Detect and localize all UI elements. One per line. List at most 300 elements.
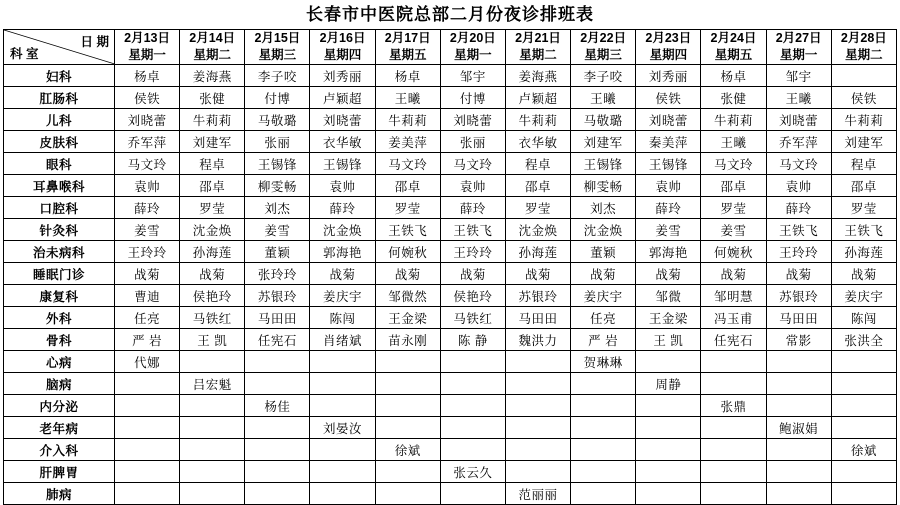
shift-cell: 袁帅	[440, 175, 505, 197]
shift-cell: 牛莉莉	[701, 109, 766, 131]
shift-cell: 刘晓蕾	[310, 109, 375, 131]
shift-cell: 邵卓	[180, 175, 245, 197]
shift-cell: 任亮	[115, 307, 180, 329]
shift-cell: 郭海艳	[636, 241, 701, 263]
shift-cell	[245, 373, 310, 395]
shift-cell	[310, 395, 375, 417]
department-cell: 肝脾胃	[4, 461, 115, 483]
date-column-header	[571, 30, 636, 65]
shift-cell: 张玲玲	[245, 263, 310, 285]
shift-cell	[115, 439, 180, 461]
shift-cell: 魏洪力	[505, 329, 570, 351]
shift-cell: 贺琳琳	[571, 351, 636, 373]
shift-cell: 陈 静	[440, 329, 505, 351]
department-cell: 内分泌	[4, 395, 115, 417]
date-column-header	[636, 30, 701, 65]
shift-cell: 罗莹	[505, 197, 570, 219]
date-label: 2月23日	[645, 31, 692, 46]
weekday-label: 星期二	[193, 48, 231, 63]
shift-cell: 孙海莲	[505, 241, 570, 263]
shift-cell	[571, 373, 636, 395]
shift-cell: 刘晓蕾	[115, 109, 180, 131]
shift-cell: 付博	[245, 87, 310, 109]
shift-cell: 严 岩	[571, 329, 636, 351]
shift-cell: 王铁飞	[831, 219, 896, 241]
shift-cell: 邵卓	[375, 175, 440, 197]
shift-cell: 刘杰	[245, 197, 310, 219]
shift-cell: 马文玲	[375, 153, 440, 175]
date-column-header	[831, 30, 896, 65]
shift-cell: 衣华敏	[505, 131, 570, 153]
schedule-table	[3, 29, 897, 505]
shift-cell: 马敬璐	[245, 109, 310, 131]
shift-cell: 战菊	[440, 263, 505, 285]
shift-cell: 王曦	[701, 131, 766, 153]
shift-cell: 王铁飞	[440, 219, 505, 241]
shift-cell: 何婉秋	[701, 241, 766, 263]
table-row	[4, 395, 897, 417]
table-row	[4, 373, 897, 395]
shift-cell: 陈闯	[831, 307, 896, 329]
shift-cell	[115, 395, 180, 417]
shift-cell: 牛莉莉	[831, 109, 896, 131]
shift-cell: 任亮	[571, 307, 636, 329]
shift-cell	[831, 461, 896, 483]
shift-cell: 王玲玲	[115, 241, 180, 263]
shift-cell: 刘秀丽	[636, 65, 701, 87]
shift-cell: 战菊	[701, 263, 766, 285]
department-cell: 睡眠门诊	[4, 263, 115, 285]
shift-cell: 王曦	[766, 87, 831, 109]
shift-cell: 侯铁	[831, 87, 896, 109]
table-head	[4, 30, 897, 65]
shift-cell: 董颖	[245, 241, 310, 263]
shift-cell: 孙海莲	[831, 241, 896, 263]
shift-cell: 卢颖超	[310, 87, 375, 109]
shift-cell: 薛玲	[766, 197, 831, 219]
shift-cell: 侯艳玲	[440, 285, 505, 307]
shift-cell: 刘晓蕾	[636, 109, 701, 131]
weekday-label: 星期一	[454, 48, 492, 63]
department-cell: 脑病	[4, 373, 115, 395]
shift-cell: 秦美萍	[636, 131, 701, 153]
shift-cell: 邹宇	[440, 65, 505, 87]
shift-cell: 马文玲	[115, 153, 180, 175]
shift-cell: 战菊	[180, 263, 245, 285]
shift-cell: 代娜	[115, 351, 180, 373]
table-row	[4, 351, 897, 373]
shift-cell	[831, 65, 896, 87]
shift-cell	[766, 461, 831, 483]
shift-cell	[440, 395, 505, 417]
date-label: 2月22日	[580, 31, 627, 46]
shift-cell: 马田田	[245, 307, 310, 329]
table-row	[4, 153, 897, 175]
shift-cell	[636, 395, 701, 417]
shift-cell: 乔军萍	[766, 131, 831, 153]
shift-cell: 吕宏魁	[180, 373, 245, 395]
shift-cell: 袁帅	[636, 175, 701, 197]
department-cell: 皮肤科	[4, 131, 115, 153]
shift-cell: 曹迪	[115, 285, 180, 307]
date-column-header	[115, 30, 180, 65]
date-label: 2月20日	[449, 31, 496, 46]
shift-cell	[310, 351, 375, 373]
shift-cell: 任宪石	[701, 329, 766, 351]
shift-cell: 何婉秋	[375, 241, 440, 263]
shift-cell: 王 凯	[636, 329, 701, 351]
date-column-header	[766, 30, 831, 65]
date-label: 2月28日	[840, 31, 887, 46]
shift-cell	[375, 373, 440, 395]
shift-cell: 王锡锋	[310, 153, 375, 175]
shift-cell: 王锡锋	[571, 153, 636, 175]
shift-cell: 邹宇	[766, 65, 831, 87]
shift-cell: 战菊	[571, 263, 636, 285]
shift-cell: 苏银玲	[766, 285, 831, 307]
shift-cell	[440, 373, 505, 395]
shift-cell: 罗莹	[375, 197, 440, 219]
date-label: 2月16日	[319, 31, 366, 46]
table-row	[4, 417, 897, 439]
department-cell: 针灸科	[4, 219, 115, 241]
shift-cell: 马田田	[505, 307, 570, 329]
shift-cell	[375, 417, 440, 439]
department-cell: 妇科	[4, 65, 115, 87]
shift-cell: 王玲玲	[766, 241, 831, 263]
department-cell: 耳鼻喉科	[4, 175, 115, 197]
date-label: 2月17日	[384, 31, 431, 46]
shift-cell: 战菊	[115, 263, 180, 285]
shift-cell: 王锡锋	[636, 153, 701, 175]
shift-cell: 王金梁	[636, 307, 701, 329]
department-cell: 老年病	[4, 417, 115, 439]
shift-cell: 姜雪	[636, 219, 701, 241]
shift-cell: 沈金焕	[180, 219, 245, 241]
shift-cell: 罗莹	[180, 197, 245, 219]
shift-cell: 邹微然	[375, 285, 440, 307]
shift-cell: 王锡锋	[245, 153, 310, 175]
date-label: 2月13日	[124, 31, 170, 46]
weekday-label: 星期四	[649, 48, 688, 63]
shift-cell: 战菊	[831, 263, 896, 285]
shift-cell: 陈闯	[310, 307, 375, 329]
shift-cell: 李子咬	[571, 65, 636, 87]
shift-cell: 姜海燕	[180, 65, 245, 87]
shift-cell	[180, 417, 245, 439]
shift-cell	[310, 461, 375, 483]
corner-header	[4, 30, 115, 65]
department-cell: 康复科	[4, 285, 115, 307]
shift-cell	[831, 417, 896, 439]
shift-cell	[115, 483, 180, 505]
shift-cell	[180, 395, 245, 417]
date-label: 2月15日	[254, 31, 301, 46]
department-cell: 心病	[4, 351, 115, 373]
shift-cell	[310, 373, 375, 395]
shift-cell	[115, 373, 180, 395]
shift-cell: 徐斌	[831, 439, 896, 461]
shift-cell: 侯铁	[636, 87, 701, 109]
shift-cell: 姜雪	[115, 219, 180, 241]
shift-cell	[766, 373, 831, 395]
shift-cell: 刘晏汝	[310, 417, 375, 439]
shift-cell	[766, 439, 831, 461]
shift-cell: 严 岩	[115, 329, 180, 351]
shift-cell	[571, 417, 636, 439]
shift-cell: 苗永刚	[375, 329, 440, 351]
shift-cell: 程卓	[505, 153, 570, 175]
shift-cell: 王曦	[571, 87, 636, 109]
shift-cell: 杨卓	[701, 65, 766, 87]
date-column-header	[375, 30, 440, 65]
shift-cell: 苏银玲	[505, 285, 570, 307]
shift-cell	[180, 483, 245, 505]
shift-cell: 周静	[636, 373, 701, 395]
shift-cell	[180, 461, 245, 483]
shift-cell: 肖绪斌	[310, 329, 375, 351]
shift-cell: 邵卓	[701, 175, 766, 197]
table-row	[4, 439, 897, 461]
shift-cell: 姜雪	[245, 219, 310, 241]
date-column-header	[440, 30, 505, 65]
department-cell: 口腔科	[4, 197, 115, 219]
shift-cell: 罗莹	[701, 197, 766, 219]
shift-cell: 郭海艳	[310, 241, 375, 263]
shift-cell: 乔军萍	[115, 131, 180, 153]
shift-cell: 刘杰	[571, 197, 636, 219]
corner-dept-label: 科 室	[10, 47, 39, 62]
shift-cell: 杨卓	[375, 65, 440, 87]
shift-cell: 侯铁	[115, 87, 180, 109]
table-row	[4, 109, 897, 131]
shift-cell	[505, 461, 570, 483]
corner-date-label: 日 期	[80, 35, 109, 50]
shift-cell	[440, 439, 505, 461]
shift-cell: 张鼎	[701, 395, 766, 417]
shift-cell: 邵卓	[505, 175, 570, 197]
shift-cell	[245, 417, 310, 439]
shift-cell	[245, 351, 310, 373]
shift-cell: 张健	[180, 87, 245, 109]
weekday-label: 星期三	[584, 48, 622, 63]
shift-cell: 孙海莲	[180, 241, 245, 263]
department-cell: 治未病科	[4, 241, 115, 263]
shift-cell	[701, 483, 766, 505]
shift-cell: 王铁飞	[766, 219, 831, 241]
shift-cell	[571, 483, 636, 505]
shift-cell	[245, 439, 310, 461]
shift-cell: 刘建军	[180, 131, 245, 153]
shift-cell: 沈金焕	[571, 219, 636, 241]
shift-cell: 范丽丽	[505, 483, 570, 505]
date-label: 2月24日	[710, 31, 757, 46]
table-row	[4, 219, 897, 241]
shift-cell: 姜庆宇	[571, 285, 636, 307]
shift-cell	[766, 483, 831, 505]
weekday-label: 星期二	[845, 48, 883, 63]
table-body	[4, 65, 897, 505]
shift-cell: 王玲玲	[440, 241, 505, 263]
shift-cell: 马敬璐	[571, 109, 636, 131]
department-cell: 肛肠科	[4, 87, 115, 109]
date-label: 2月27日	[775, 31, 822, 46]
department-cell: 儿科	[4, 109, 115, 131]
page-title: 长春市中医院总部二月份夜诊排班表	[306, 5, 594, 24]
shift-cell	[831, 351, 896, 373]
shift-cell: 战菊	[505, 263, 570, 285]
department-cell: 肺病	[4, 483, 115, 505]
shift-cell: 邹明慧	[701, 285, 766, 307]
shift-cell	[701, 439, 766, 461]
date-label: 2月21日	[515, 31, 561, 46]
date-column-header	[505, 30, 570, 65]
table-row	[4, 241, 897, 263]
shift-cell: 王 凯	[180, 329, 245, 351]
shift-cell: 马铁红	[180, 307, 245, 329]
shift-cell	[701, 351, 766, 373]
date-column-header	[245, 30, 310, 65]
shift-cell: 苏银玲	[245, 285, 310, 307]
shift-cell: 薛玲	[636, 197, 701, 219]
shift-cell	[505, 351, 570, 373]
shift-cell	[310, 483, 375, 505]
shift-cell: 王铁飞	[375, 219, 440, 241]
shift-cell: 张健	[701, 87, 766, 109]
weekday-label: 星期五	[714, 48, 753, 63]
shift-cell	[636, 351, 701, 373]
shift-cell: 付博	[440, 87, 505, 109]
shift-cell: 刘晓蕾	[440, 109, 505, 131]
shift-cell: 袁帅	[766, 175, 831, 197]
shift-cell: 杨卓	[115, 65, 180, 87]
weekday-label: 星期三	[258, 48, 297, 63]
shift-cell	[245, 461, 310, 483]
shift-cell: 沈金焕	[310, 219, 375, 241]
shift-cell: 姜美萍	[375, 131, 440, 153]
table-row	[4, 483, 897, 505]
shift-cell	[766, 351, 831, 373]
table-row	[4, 65, 897, 87]
shift-cell: 战菊	[636, 263, 701, 285]
shift-cell	[375, 483, 440, 505]
shift-cell: 侯艳玲	[180, 285, 245, 307]
shift-cell	[440, 351, 505, 373]
shift-cell: 邵卓	[831, 175, 896, 197]
header-row	[4, 30, 897, 65]
shift-cell: 常影	[766, 329, 831, 351]
shift-cell	[505, 395, 570, 417]
shift-cell: 牛莉莉	[375, 109, 440, 131]
shift-cell: 李子咬	[245, 65, 310, 87]
date-column-header	[180, 30, 245, 65]
shift-cell: 刘建军	[831, 131, 896, 153]
shift-cell: 薛玲	[310, 197, 375, 219]
shift-cell: 任宪石	[245, 329, 310, 351]
shift-cell: 王曦	[375, 87, 440, 109]
shift-cell: 马铁红	[440, 307, 505, 329]
shift-cell: 杨佳	[245, 395, 310, 417]
shift-cell	[636, 417, 701, 439]
table-row	[4, 131, 897, 153]
shift-cell: 袁帅	[310, 175, 375, 197]
shift-cell: 姜庆宇	[831, 285, 896, 307]
shift-cell: 战菊	[375, 263, 440, 285]
shift-cell: 冯玉甫	[701, 307, 766, 329]
shift-cell: 衣华敏	[310, 131, 375, 153]
table-row	[4, 87, 897, 109]
shift-cell: 战菊	[310, 263, 375, 285]
shift-cell: 马田田	[766, 307, 831, 329]
table-row	[4, 285, 897, 307]
date-column-header	[701, 30, 766, 65]
shift-cell	[505, 439, 570, 461]
weekday-label: 星期二	[519, 48, 557, 63]
shift-cell: 柳雯畅	[571, 175, 636, 197]
shift-cell	[505, 417, 570, 439]
shift-cell: 徐斌	[375, 439, 440, 461]
shift-cell: 战菊	[766, 263, 831, 285]
weekday-label: 星期一	[128, 48, 166, 63]
shift-cell: 马文玲	[766, 153, 831, 175]
shift-cell	[701, 373, 766, 395]
weekday-label: 星期四	[323, 48, 362, 63]
shift-cell	[180, 351, 245, 373]
shift-cell	[701, 461, 766, 483]
table-row	[4, 197, 897, 219]
table-row	[4, 263, 897, 285]
shift-cell	[180, 439, 245, 461]
department-cell: 眼科	[4, 153, 115, 175]
shift-cell	[831, 483, 896, 505]
shift-cell	[375, 351, 440, 373]
department-cell: 外科	[4, 307, 115, 329]
shift-cell: 张丽	[440, 131, 505, 153]
department-cell: 介入科	[4, 439, 115, 461]
shift-cell: 姜海燕	[505, 65, 570, 87]
shift-cell	[440, 417, 505, 439]
shift-cell: 姜雪	[701, 219, 766, 241]
shift-cell: 卢颖超	[505, 87, 570, 109]
table-row	[4, 175, 897, 197]
shift-cell	[636, 461, 701, 483]
shift-cell: 袁帅	[115, 175, 180, 197]
date-column-header	[310, 30, 375, 65]
shift-cell	[766, 395, 831, 417]
shift-cell: 柳雯畅	[245, 175, 310, 197]
table-row	[4, 329, 897, 351]
date-label: 2月14日	[189, 31, 236, 46]
shift-cell	[831, 373, 896, 395]
shift-cell: 程卓	[180, 153, 245, 175]
shift-cell: 薛玲	[115, 197, 180, 219]
shift-cell: 刘晓蕾	[766, 109, 831, 131]
shift-cell: 马文玲	[701, 153, 766, 175]
shift-cell: 刘秀丽	[310, 65, 375, 87]
shift-cell	[831, 395, 896, 417]
table-row	[4, 461, 897, 483]
shift-cell	[310, 439, 375, 461]
shift-cell	[505, 373, 570, 395]
shift-cell	[375, 461, 440, 483]
shift-cell: 张洪全	[831, 329, 896, 351]
shift-cell: 牛莉莉	[505, 109, 570, 131]
shift-cell	[701, 417, 766, 439]
shift-cell: 张云久	[440, 461, 505, 483]
shift-cell	[245, 483, 310, 505]
shift-cell	[115, 417, 180, 439]
department-cell: 骨科	[4, 329, 115, 351]
